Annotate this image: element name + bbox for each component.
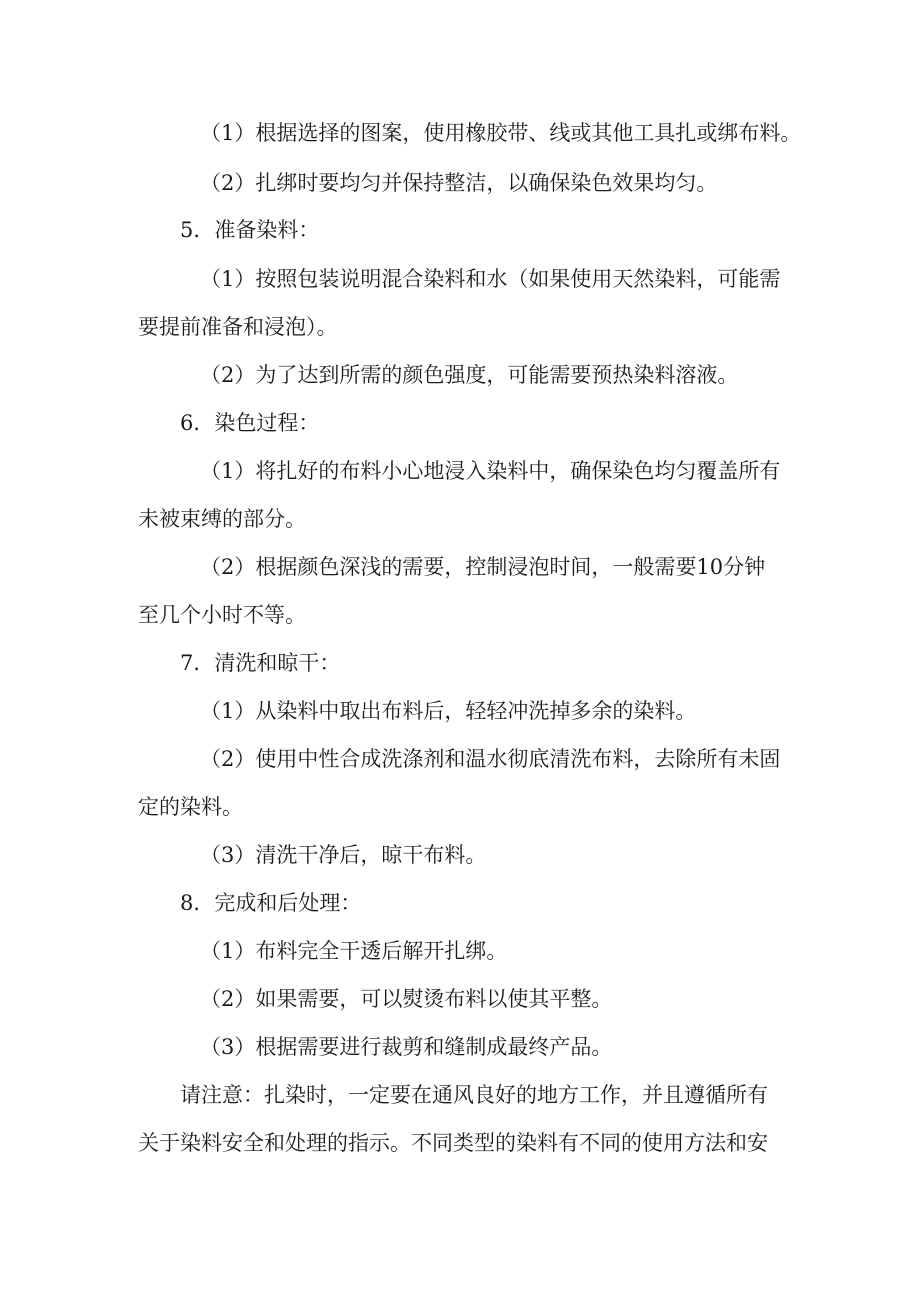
section-heading: 5．准备染料：	[180, 218, 320, 242]
paragraph-line: （1）布料完全干透后解开扎绑。	[200, 939, 508, 963]
paragraph-line: （3）根据需要进行裁剪和缝制成最终产品。	[200, 1035, 613, 1059]
paragraph-line: （2）使用中性合成洗涤剂和温水彻底清洗布料，去除所有未固	[200, 747, 781, 771]
paragraph-line: （3）清洗干净后，晾干布料。	[200, 843, 487, 867]
paragraph-line: 定的染料。	[138, 795, 243, 819]
paragraph-line: （2）扎绑时要均匀并保持整洁，以确保染色效果均匀。	[200, 171, 718, 195]
section-heading: 8．完成和后处理：	[180, 891, 362, 915]
paragraph-line: 至几个小时不等。	[138, 603, 306, 627]
note-line: 请注意：扎染时，一定要在通风良好的地方工作，并且遵循所有	[180, 1083, 768, 1107]
paragraph-line: （1）从染料中取出布料后，轻轻冲洗掉多余的染料。	[200, 699, 697, 723]
paragraph-line: 未被束缚的部分。	[138, 507, 306, 531]
paragraph-line: （2）根据颜色深浅的需要，控制浸泡时间，一般需要10分钟	[200, 555, 766, 579]
note-line: 关于染料安全和处理的指示。不同类型的染料有不同的使用方法和安	[138, 1131, 768, 1155]
section-heading: 7．清洗和晾干：	[180, 651, 341, 675]
paragraph-line: （2）为了达到所需的颜色强度，可能需要预热染料溶液。	[200, 363, 739, 387]
paragraph-line: 要提前准备和浸泡）。	[138, 315, 338, 339]
paragraph-line: （2）如果需要，可以熨烫布料以使其平整。	[200, 987, 613, 1011]
section-heading: 6．染色过程：	[180, 411, 320, 435]
paragraph-line: （1）按照包装说明混合染料和水（如果使用天然染料，可能需	[200, 267, 781, 291]
paragraph-line: （1）根据选择的图案，使用橡胶带、线或其他工具扎或绑布料。	[200, 121, 802, 145]
paragraph-line: （1）将扎好的布料小心地浸入染料中，确保染色均匀覆盖所有	[200, 459, 781, 483]
